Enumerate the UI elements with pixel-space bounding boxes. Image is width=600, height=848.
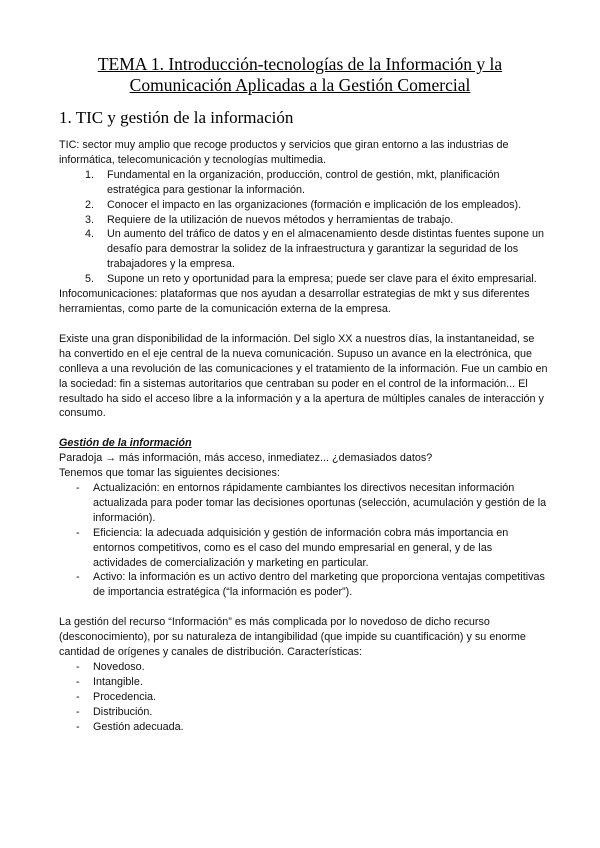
dash-bullet: - <box>76 526 80 539</box>
gestion-subheading: Gestión de la información <box>59 437 192 450</box>
decisiones-intro: Tenemos que tomar las siguientes decisiones: <box>59 467 280 480</box>
decisiones-list <box>59 481 549 600</box>
infocomunicaciones-paragraph: Infocomunicaciones: plataformas que nos ayudan a desarrollar estrategias de mkt y sus diferentes herramientas, como parte de la comunicación externa de la empresa. <box>59 288 530 315</box>
list-item <box>59 570 549 600</box>
list-item <box>59 720 549 735</box>
list-item <box>59 272 549 287</box>
caracteristicas-list <box>59 660 549 735</box>
dash-bullet: - <box>76 690 80 703</box>
list-item-text: Fundamental en la organización, producción, control de gestión, mkt, planificación estratégica para gestionar la información. <box>107 168 500 196</box>
spacer <box>59 600 549 615</box>
list-item <box>59 660 549 675</box>
dash-bullet: - <box>76 675 80 688</box>
list-item-text: Supone un reto y oportunidad para la empresa; puede ser clave para el éxito empresarial. <box>107 273 537 286</box>
list-item-text: Activo: la información es un activo dentro del marketing que proporciona ventajas competitivas de importancia estratégica (“la información es poder”). <box>93 571 545 599</box>
list-item-text: Distribución. <box>93 705 153 718</box>
document-title: TEMA 1. Introducción-tecnologías de la Información y la Comunicación Aplicadas a la Gestión Comercial <box>97 54 503 95</box>
list-item <box>59 705 549 720</box>
list-item-text: Intangible. <box>93 675 143 688</box>
dash-bullet: - <box>76 705 80 718</box>
recurso-paragraph: La gestión del recurso “Información” es más complicada por lo novedoso de dicho recurso (desconocimiento), por su naturaleza de intangibilidad (que impide su cuantificación) y su enorme cantidad de orígenes y canales de distribución. Características: <box>59 616 526 659</box>
paradoja-line: Paradoja → más información, más acceso, inmediatez... ¿demasiados datos? <box>59 452 433 465</box>
list-item-text: Actualización: en entornos rápidamente cambiantes los directivos necesitan información actualizada para poder tomar las decisiones oportunas (selección, acumulación y gestión de la información). <box>93 482 547 524</box>
list-item <box>59 227 549 272</box>
list-number: 5. <box>85 273 95 286</box>
list-number: 2. <box>85 198 95 211</box>
document-body <box>59 138 549 735</box>
section-heading: 1. TIC y gestión de la información <box>59 108 294 127</box>
list-item <box>59 690 549 705</box>
list-item-text: Novedoso. <box>93 661 145 673</box>
dash-bullet: - <box>76 661 80 673</box>
list-item-text: Gestión adecuada. <box>93 720 184 733</box>
list-item <box>59 481 549 526</box>
disponibilidad-paragraph: Existe una gran disponibilidad de la información. Del siglo XX a nuestros días, la instantaneidad, se ha convertido en el eje central de la nueva comunicación. Supuso un avance en la electrónica, que conlleva a una revolución de las comunicaciones y el tratamiento de la información. Fue un cambio en la sociedad: fin a sistemas autoritarios que centraban su poder en el control de la información... El resultado ha sido el acceso libre a la información y a la apertura de múltiples canales de interacción y consumo. <box>59 332 548 420</box>
list-item-text: Eficiencia: la adecuada adquisición y gestión de información cobra más importancia en entornos competitivos, como es el caso del mundo empresarial en general, y de las actividades de comercialización y marketing en particular. <box>93 526 509 569</box>
spacer <box>59 421 549 436</box>
list-item-text: Un aumento del tráfico de datos y en el almacenamiento desde distintas fuentes supone un desafío para demostrar la solidez de la infraestructura y garantizar la seguridad de los trabajadores y la empresa. <box>107 228 544 271</box>
list-item <box>59 675 549 690</box>
list-item-text: Procedencia. <box>93 690 157 703</box>
list-item <box>59 168 549 198</box>
dash-bullet: - <box>76 720 80 733</box>
tic-numbered-list <box>59 168 549 287</box>
list-number: 1. <box>85 168 95 181</box>
list-item <box>59 198 549 213</box>
list-item-text: Requiere de la utilización de nuevos métodos y herramientas de trabajo. <box>107 213 454 226</box>
tic-intro: TIC: sector muy amplio que recoge productos y servicios que giran entorno a las industrias de informática, telecomunicación y tecnologías multimedia. <box>59 139 509 166</box>
dash-bullet: - <box>76 571 80 584</box>
list-item-text: Conocer el impacto en las organizaciones (formación e implicación de los empleados). <box>107 198 522 211</box>
list-item <box>59 526 549 571</box>
list-number: 4. <box>85 228 95 241</box>
list-number: 3. <box>85 213 95 226</box>
dash-bullet: - <box>76 482 80 495</box>
spacer <box>59 317 549 332</box>
list-item <box>59 213 549 228</box>
